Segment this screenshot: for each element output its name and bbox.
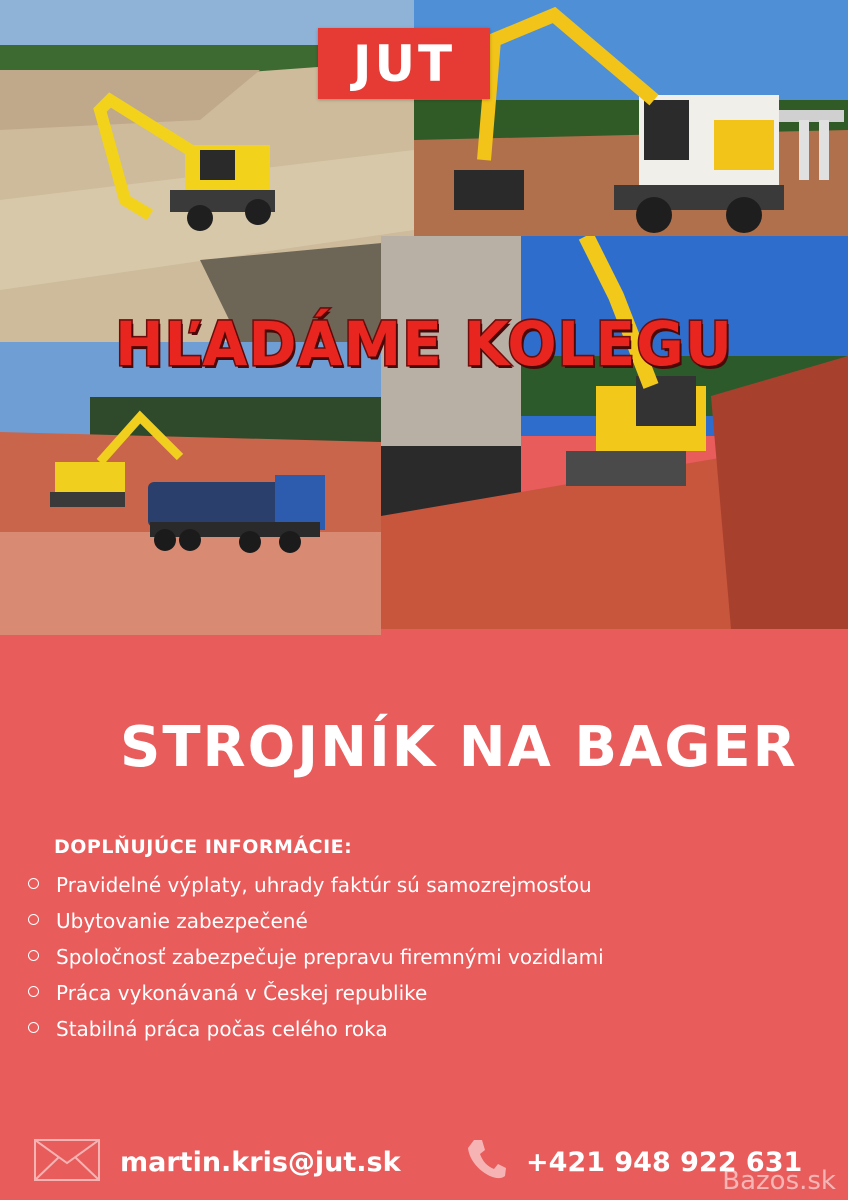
contact-email[interactable]	[34, 1140, 401, 1184]
phone-number[interactable]: +421 948 922 631	[526, 1146, 803, 1178]
photo-excavator-bridge-pillar	[381, 236, 848, 629]
info-item-text: Práca vykonávaná v Českej republike	[56, 981, 428, 1005]
bullet-icon	[28, 986, 39, 997]
company-logo	[318, 28, 490, 99]
bullet-icon	[28, 950, 39, 961]
info-item-text: Pravidelné výplaty, uhrady faktúr sú samozrejmosťou	[56, 873, 592, 897]
info-item-text: Ubytovanie zabezpečené	[56, 909, 308, 933]
bullet-icon	[28, 878, 39, 889]
envelope-icon	[34, 1139, 100, 1185]
info-item	[28, 978, 604, 1014]
info-item-text: Spoločnosť zabezpečuje prepravu firemnými vozidlami	[56, 945, 604, 969]
logo-text: JUT	[352, 34, 456, 93]
info-item	[28, 942, 604, 978]
info-item	[28, 906, 604, 942]
job-title: STROJNÍK NA BAGER	[120, 715, 798, 780]
phone-icon	[466, 1138, 506, 1186]
email-address[interactable]: martin.kris@jut.sk	[120, 1146, 401, 1178]
info-item	[28, 870, 604, 906]
photo-excavator-truck	[0, 342, 381, 635]
info-heading: DOPLŇUJÚCE INFORMÁCIE:	[54, 836, 353, 858]
info-item	[28, 1014, 604, 1050]
watermark	[722, 1166, 836, 1196]
info-item-text: Stabilná práca počas celého roka	[56, 1017, 388, 1041]
bullet-icon	[28, 1022, 39, 1033]
watermark-text: Bazos.sk	[722, 1166, 836, 1196]
bullet-icon	[28, 914, 39, 925]
info-list	[28, 870, 604, 1050]
headline: HĽADÁME KOLEGU	[115, 308, 733, 380]
